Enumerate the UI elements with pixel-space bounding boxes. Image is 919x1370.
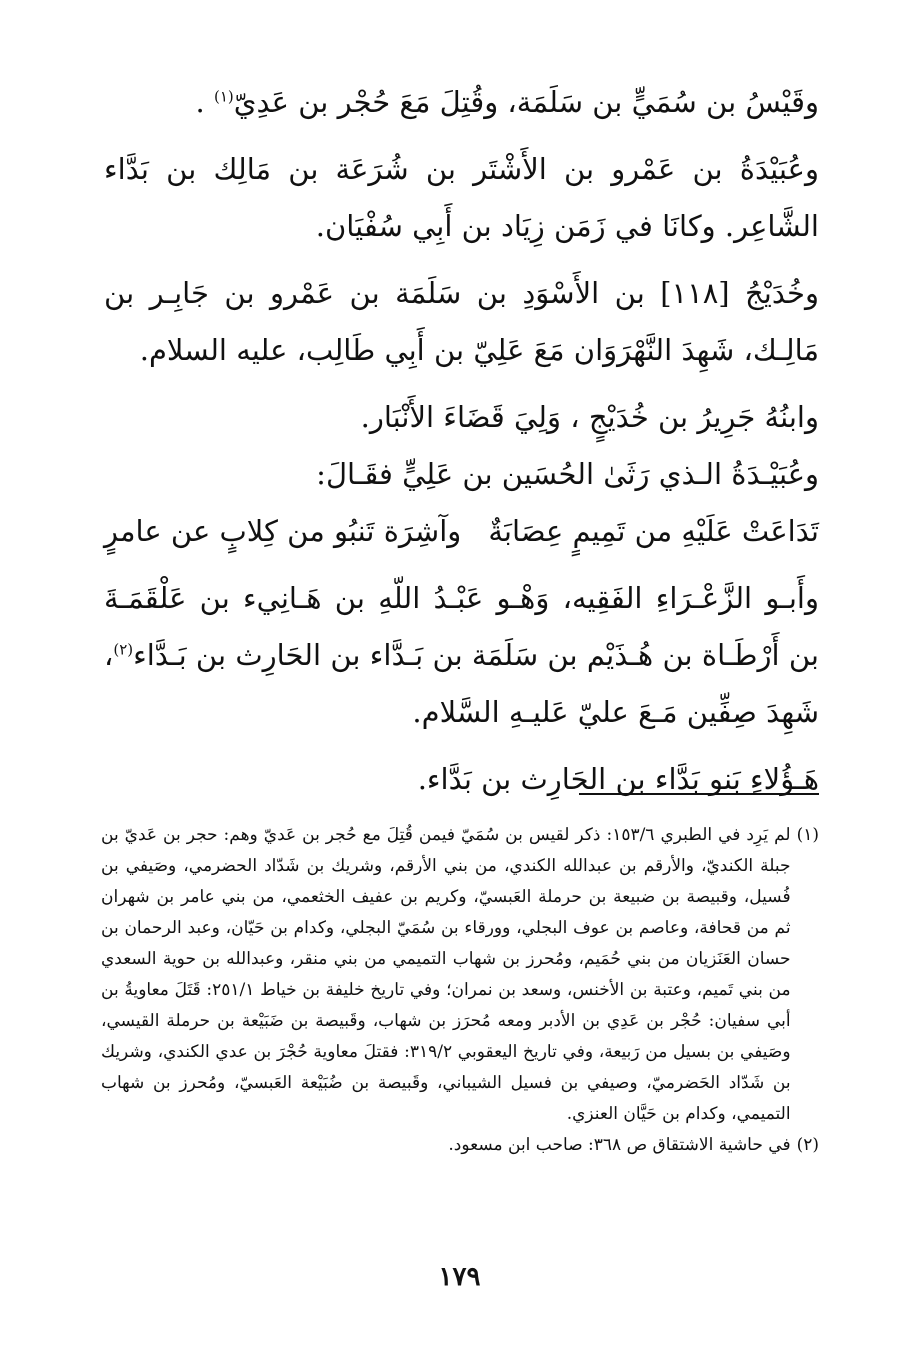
footnote-1 bbox=[101, 820, 819, 1130]
page-number: ١٧٩ bbox=[438, 1262, 481, 1292]
footnote-ref-1[interactable]: (١) bbox=[213, 87, 234, 106]
paragraph-ubayda-ibn-amr: وعُبَيْدَةُ بن عَمْرو بن الأَشْتَر بن شُرَعَة بن مَالِك بن بَدَّاء الشَّاعِر. وكانَا في زَمَن زِيَاد بن أَبِي سُفْيَان. bbox=[104, 152, 819, 243]
paragraph-khudayj: وخُدَيْجُ [١١٨] بن الأَسْوَدِ بن سَلَمَة بن عَمْرو بن جَابِـر بن مَالِـك، شَهِدَ النَّهْرَوَان مَعَ عَلِيّ بن أَبِي طَالِب، عليه السلام. bbox=[104, 276, 819, 367]
poem-verse bbox=[104, 503, 819, 560]
main-text bbox=[104, 74, 819, 808]
verse-first-hemistich: تَدَاعَتْ عَلَيْهِ من تَمِيمٍ عِصَابَةٌ bbox=[488, 514, 819, 548]
footnote-number: (٢) bbox=[796, 1135, 819, 1155]
paragraph-text: وأَبـو الزَّعْـرَاءِ الفَقِيه، وَهْـو عَبْـدُ اللّهِ بن هَـانِيء بن عَلْقَمَـةَ بن أَرْطَـاة بن هُـذَيْم بن سَلَمَة بن بَـدَّاء بن الحَارِث بن بَـدَّاء bbox=[104, 581, 819, 672]
footnote-separator bbox=[579, 793, 819, 795]
footnote-ref-2[interactable]: (٢) bbox=[113, 640, 134, 659]
paragraph-text: وقَيْسُ بن سُمَيٍّ بن سَلَمَة، وقُتِلَ مَعَ حُجْر بن عَدِيّ bbox=[233, 85, 819, 119]
paragraph-qays bbox=[104, 74, 819, 131]
footnote-number: (١) bbox=[796, 825, 819, 845]
paragraph-ubayda-elegy: وعُبَيْـدَةُ الـذي رَثَىٰ الحُسَين بن عَلِيٍّ فقَـالَ: bbox=[316, 457, 819, 491]
footnote-2 bbox=[101, 1130, 819, 1161]
verse-second-hemistich: وآشِرَة تَنبُو من كِلابٍ عن عامرٍ bbox=[104, 514, 462, 548]
footnotes bbox=[101, 820, 819, 1161]
paragraph-abu-al-zara bbox=[104, 570, 819, 741]
paragraph-closing: هَـؤُلاءِ بَنو بَدَّاء بن الحَارِث بن بَدَّاء. bbox=[417, 762, 819, 796]
paragraph-tail: ، شَهِدَ صِفِّين مَـعَ عليّ عَليـهِ السَّلام. bbox=[104, 638, 819, 729]
footnote-text: لم يَرِد في الطبري ١٥٣/٦: ذكر لقيس بن سُمَيّ فيمن قُتِلَ مع حُجر بن عَديّ وهم: حجر بن عَديّ بن جبلة الكنديّ، والأرقم بن عبدالله الكندي، من بني الأرقم، وشريك بن شَدّاد الحضرمي، وصَيفي بن فُسيل، وقبيصة بن ضبيعة بن حرملة العَبسيّ، وكريم بن عفيف الخثعمي، من بني عامر بن شهران ثم من قحافة، وعاصم بن عوف البجلي، وورقاء بن سُمَيّ البجلي، وكدام بن حَيّان، وعبد الرحمان بن حسان العَنَزيان من بني حُمَيم، ومُحرز بن شهاب التميمي من بني منقر، وعبدالله بن حوية السعدي من بني تَميم، وعتبة بن الأخنس، وسعد بن نمران؛ وفي تاريخ خليفة بن خياط ٢٥١/١: قَتَلَ معاويةُ بن أبي سفيان: حُجْر بن عَدِي بن الأدبر ومعه مُحرَز بن شهاب، وقَبيصة بن ضَبَيْعة بن حرملة القيسي، وصَيفي بن بسيل من رَبيعة، وفي تاريخ اليعقوبي ٣١٩/٢: فقتلَ معاوية حُجْرَ بن عدي الكندي، وشريك بن شَدّاد الحَضرميّ، وصيفي بن فسيل الشيباني، وقَبيصة بن ضُبَيْعة العَبسيّ، ومُحرز بن شهاب التميمي، وكدام بن حَيَّان العنزي. bbox=[101, 825, 791, 1124]
footnote-text: في حاشية الاشتقاق ص ٣٦٨: صاحب ابن مسعود. bbox=[448, 1135, 791, 1155]
paragraph-tail: . bbox=[195, 85, 214, 119]
paragraph-jarir: وابنُهُ جَرِيرُ بن خُدَيْجٍ ، وَلِيَ قَضَاءَ الأَنْبَار. bbox=[360, 400, 819, 434]
